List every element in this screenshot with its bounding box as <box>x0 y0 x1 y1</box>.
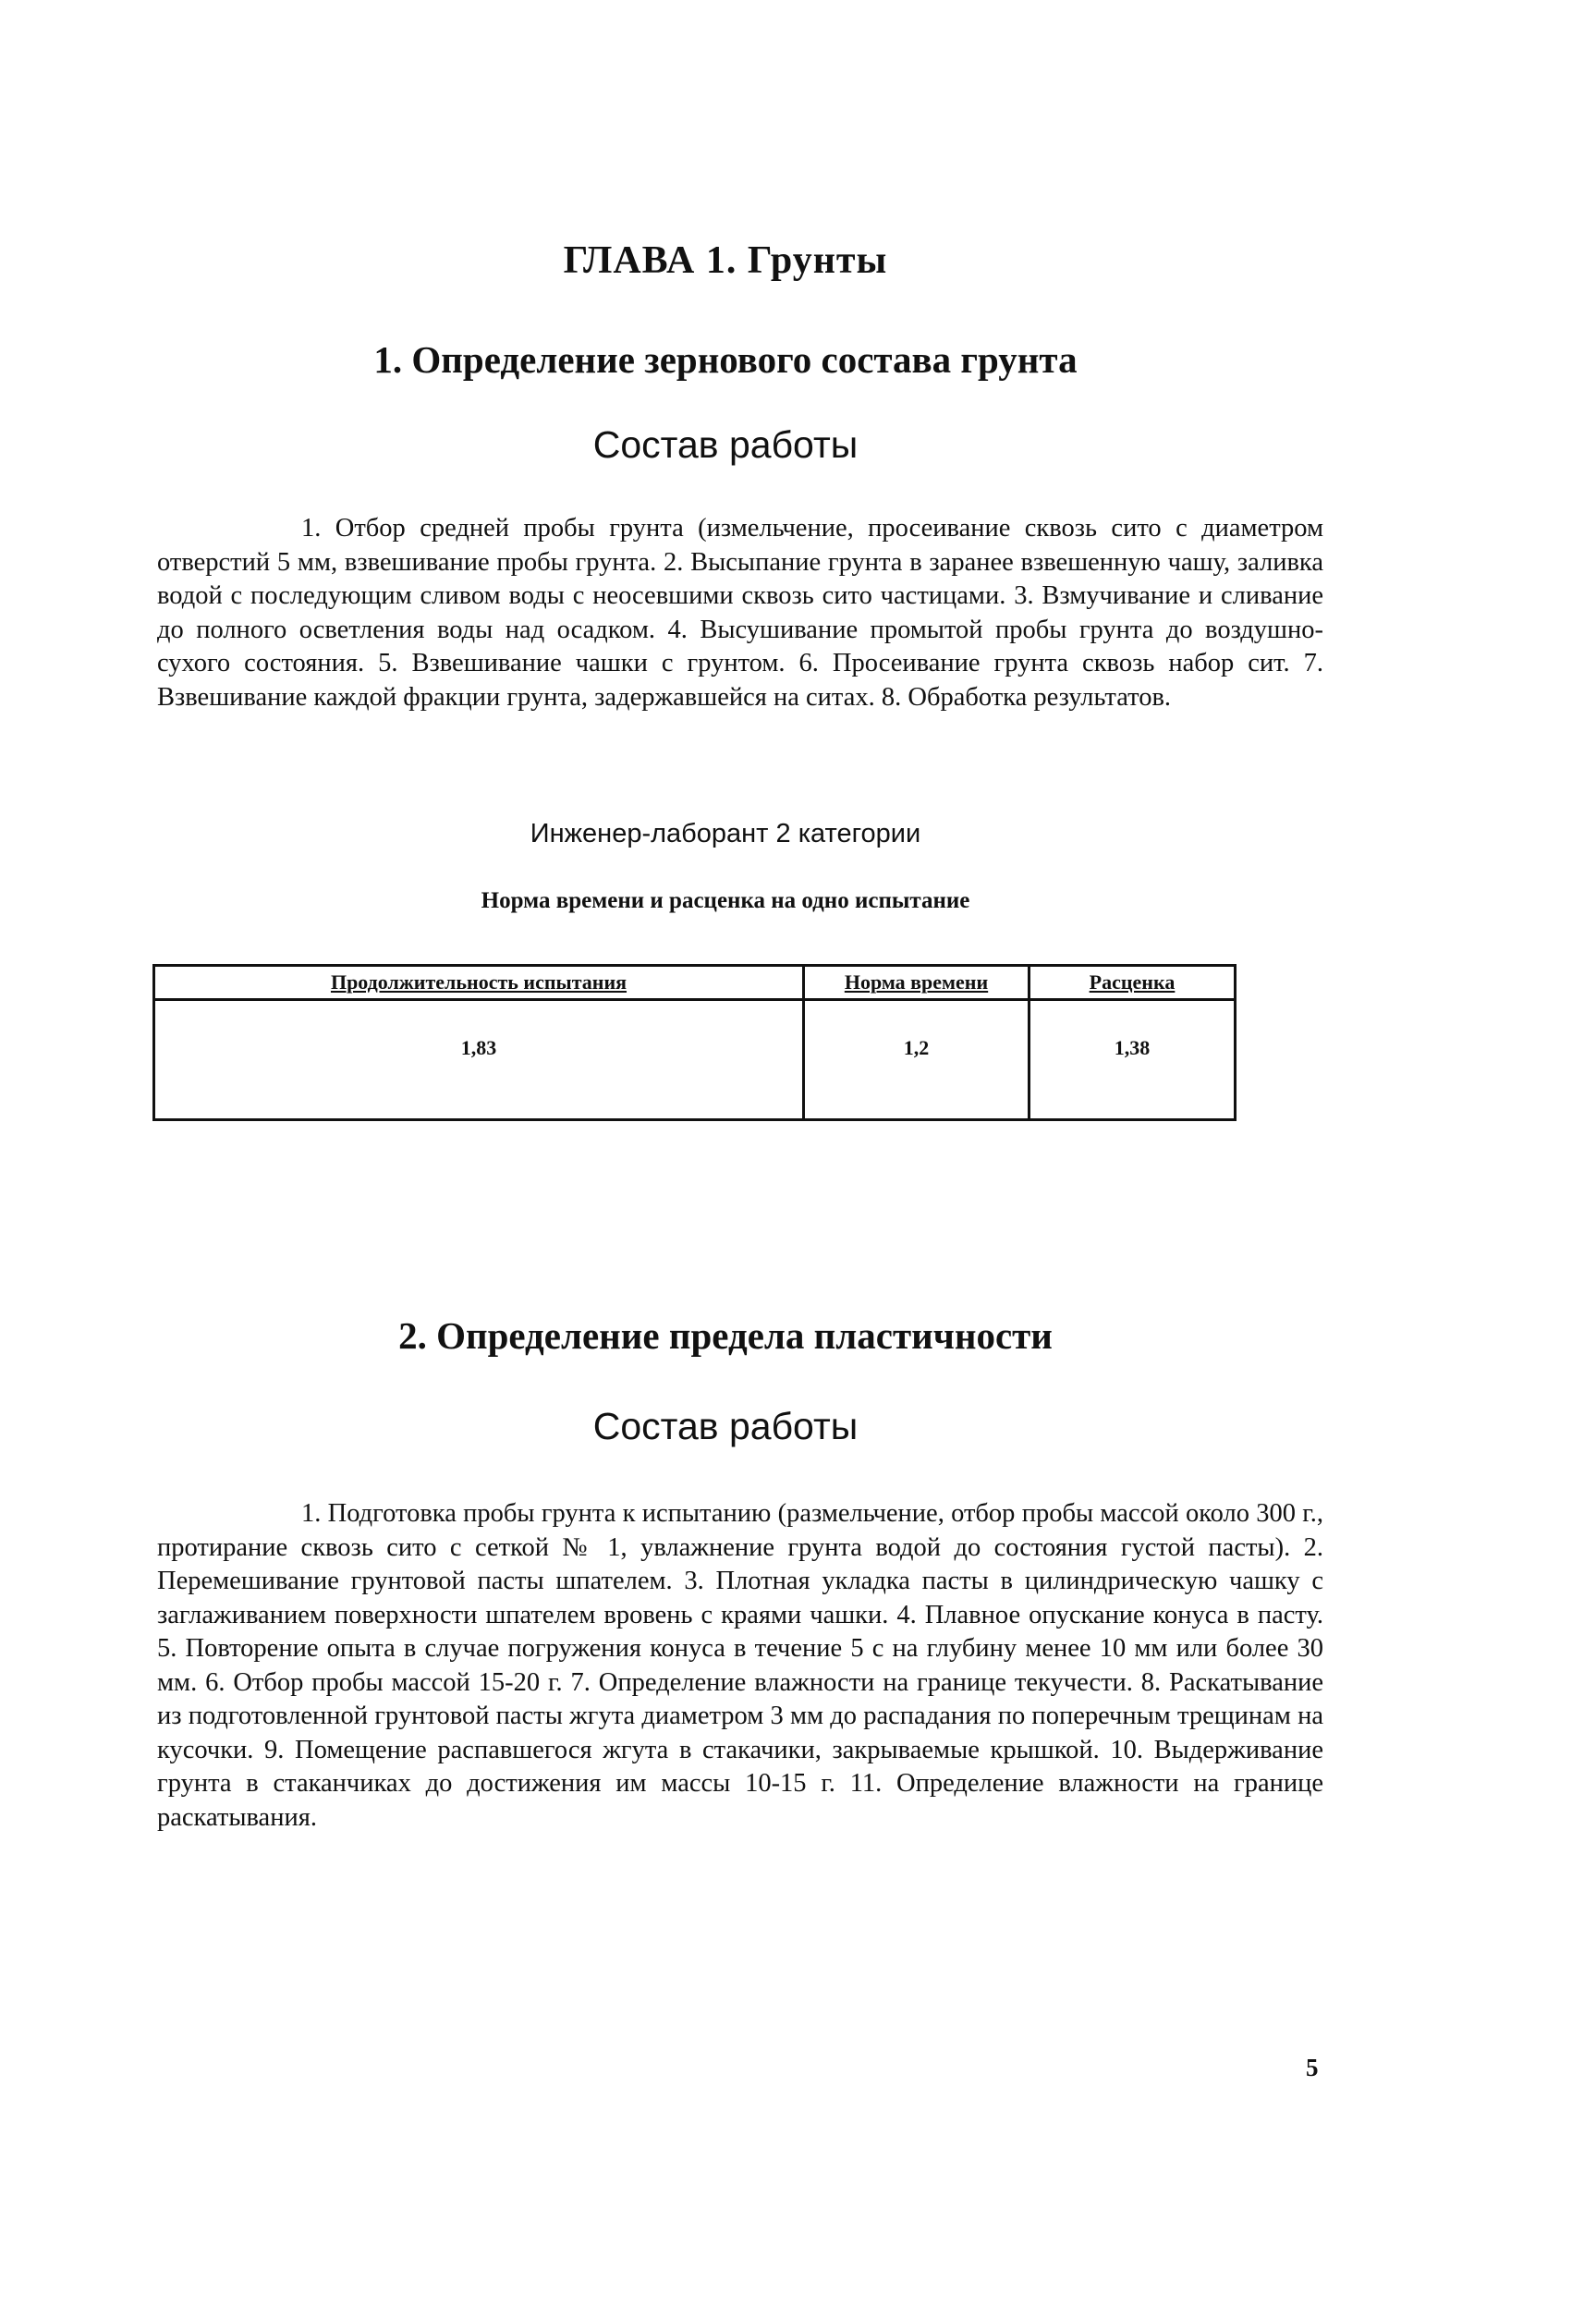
section-1-body: 1. Отбор средней пробы грунта (измельчение, просеивание сквозь сито с диаметром отверстий 5 мм, взвешивание пробы грунта. 2. Высыпание грунта в заранее взвешенную чашу, заливка водой с последующим сливом воды с неосевшими сквозь сито частицами. 3. Взмучивание и сливание до полного осветления воды над осадком. 4. Высушивание промытой пробы грунта до воздушно-сухого состояния. 5. Взвешивание чашки с грунтом. 6. Просеивание грунта сквозь набор сит. 7. Взвешивание каждой фракции грунта, задержавшейся на ситах. 8. Обработка результатов. <box>157 514 1323 712</box>
header-time-norm: Норма времени <box>804 966 1029 1000</box>
header-rate: Расценка <box>1029 966 1236 1000</box>
section-2-body: 1. Подготовка пробы грунта к испытанию (размельчение, отбор пробы массой около 300 г., протирание сквозь сито с сеткой № 1, увлажнение грунта водой до состояния густой пасты). 2. Перемешивание грунтовой пасты шпателем. 3. Плотная укладка пасты в цилиндрическую чашку с заглаживанием поверхности шпателем вровень с краями чашки. 4. Плавное опускание конуса в пасту. 5. Повторение опыта в случае погружения конуса в течение 5 с на глубину менее 10 мм или более 30 мм. 6. Отбор пробы массой 15-20 г. 7. Определение влажности на границе текучести. 8. Раскатывание из подготовленной грунтовой пасты жгута диаметром 3 мм до распадания по поперечным трещинам на кусочки. 9. Помещение распавшегося жгута в стакачики, закрываемые крышкой. 10. Выдерживание грунта в стаканчиках до достижения им массы 10-15 г. 11. Определение влажности на границе раскатывания. <box>157 1499 1323 1832</box>
cell-time-norm: 1,2 <box>804 1000 1029 1120</box>
chapter-title: ГЛАВА 1. Грунты <box>563 239 888 282</box>
worker-category: Инженер-лаборант 2 категории <box>530 819 921 848</box>
norm-table <box>152 964 1237 1121</box>
section-1-subtitle: Состав работы <box>592 423 859 466</box>
norm-table-header-row <box>154 966 1236 1000</box>
norm-table-heading: Норма времени и расценка на одно испытание <box>481 888 970 913</box>
section-1-title: 1. Определение зернового состава грунта <box>373 338 1078 381</box>
page-number: 5 <box>1306 2054 1319 2081</box>
header-duration: Продолжительность испытания <box>154 966 804 1000</box>
cell-duration: 1,83 <box>154 1000 804 1120</box>
section-2-title: 2. Определение предела пластичности <box>398 1314 1053 1357</box>
cell-rate: 1,38 <box>1029 1000 1236 1120</box>
section-2-subtitle: Состав работы <box>592 1405 859 1447</box>
table-row <box>154 1000 1236 1120</box>
